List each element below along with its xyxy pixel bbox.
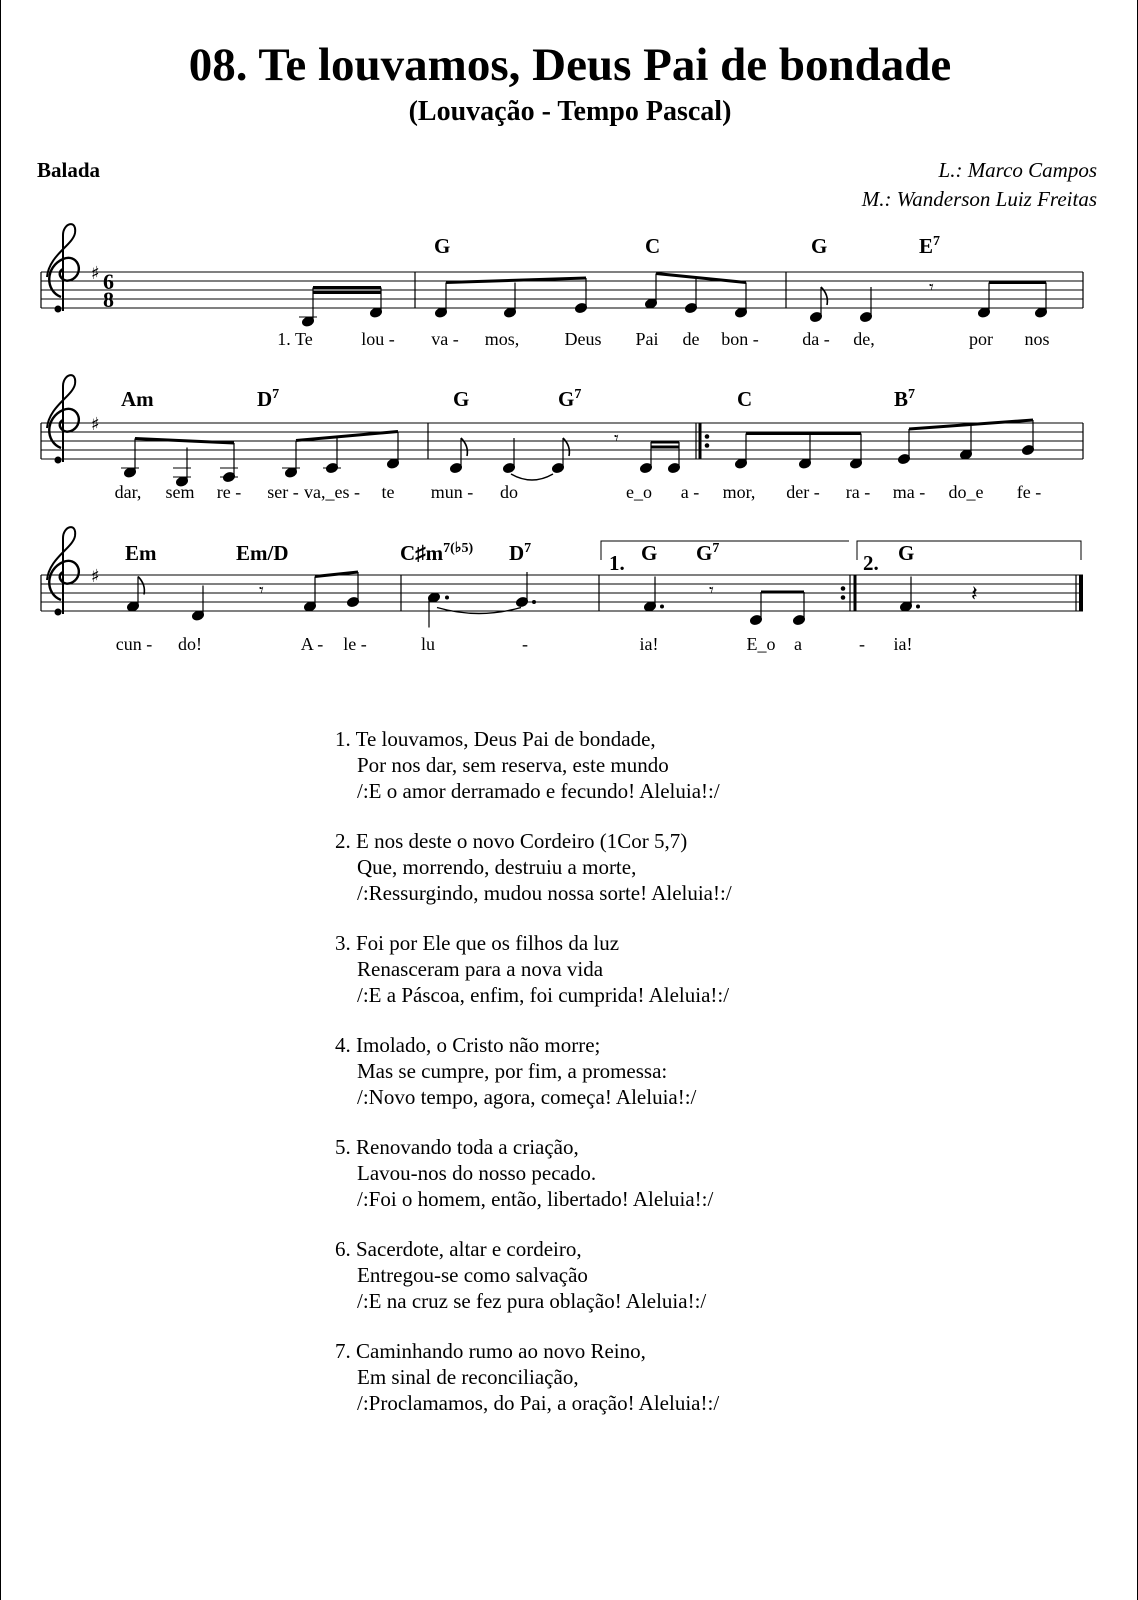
chord-symbol: $B^7$ [894,387,916,411]
verse-line: 6. Sacerdote, altar e cordeiro, [335,1237,582,1261]
sharp-key-signature-icon: ♯ [91,566,100,587]
lyric-syllable: sem [165,482,195,502]
chord-symbol: G [434,234,451,258]
chord-symbol: G [453,387,470,411]
quarter-rest-icon: 𝄽 [971,582,978,607]
beam [296,432,398,441]
chord-symbol: $G^7$ [696,541,720,565]
lyric-syllable: bon - [721,329,759,349]
verse-line: Por nos dar, sem reserva, este mundo [357,753,669,777]
verse-line: /:Ressurgindo, mudou nossa sorte! Aleluia!:/ [357,881,732,905]
verse-line: /:Proclamamos, do Pai, a oração! Aleluia!:/ [357,1391,720,1415]
lyric-syllable: do [500,482,518,502]
verse-5 [335,1134,732,1212]
lyric-syllable: der - [786,482,820,502]
lyric-syllable: mor, [722,482,756,502]
chord-symbol: C [737,387,753,411]
verse-line: Em sinal de reconciliação, [357,1365,579,1389]
volta-number: 1. [609,551,625,575]
lyric-syllable: mun - [430,482,474,502]
verse-line: /:E a Páscoa, enfim, foi cumprida! Aleluia!:/ [357,983,730,1007]
lyric-syllable: te [381,482,395,502]
verse-3 [335,930,732,1008]
chord-symbol: Em [125,541,157,565]
lyric-syllable: ra - [845,482,871,502]
verse-line: 4. Imolado, o Cristo não morre; [335,1033,601,1057]
verse-line: /:E o amor derramado e fecundo! Aleluia!:/ [357,779,720,803]
lyric-syllable: Pai [635,329,659,349]
chord-symbol: $C♯m^{7(♭5)}$ [400,541,474,565]
sharp-key-signature-icon: ♯ [91,263,100,284]
eighth-rest-icon: 𝄾 [709,580,714,601]
lyric-syllable: dar, [114,482,142,502]
verse-line: 2. E nos deste o novo Cordeiro (1Cor 5,7) [335,829,688,853]
chord-symbol: G [898,541,915,565]
sharp-key-signature-icon: ♯ [91,414,100,435]
lyric-syllable: nos [1024,329,1050,349]
lyric-syllable: por [969,329,993,349]
lyric-syllable: - [522,634,528,654]
eighth-rest-icon: 𝄾 [259,580,264,601]
chord-symbol: Em/D [236,541,289,565]
augmentation-dot [660,605,664,609]
tie [511,474,553,480]
lyric-syllable: va,_es - [304,482,360,502]
lyric-syllable: Deus [564,329,602,349]
lyric-syllable: e_o [626,482,652,502]
verse-6 [335,1236,732,1314]
lyricist-credit: L.: Marco Campos [938,158,1097,182]
repeat-dot [705,434,710,439]
lyric-syllable: a - [680,482,700,502]
verse-line: 7. Caminhando rumo ao novo Reino, [335,1339,646,1363]
repeat-dot [841,586,846,591]
volta-bracket-1 [601,541,849,560]
composer-credit: M.: Wanderson Luiz Freitas [861,187,1097,211]
lyric-syllable: mos, [484,329,520,349]
chord-symbol: $D^7$ [257,387,280,411]
verse-line: Entregou-se como salvação [357,1263,588,1287]
volta-number: 2. [863,551,879,575]
lyric-syllable: le - [343,634,367,654]
verse-line: 3. Foi por Ele que os filhos da luz [335,931,620,955]
lyric-syllable: va - [431,329,459,349]
chord-symbol: Am [121,387,154,411]
song-subtitle: (Louvação - Tempo Pascal) [408,96,732,127]
lyric-syllable: do_e [948,482,984,502]
augmentation-dot [532,600,536,604]
lyric-syllable: re - [216,482,242,502]
beam [315,572,358,577]
verse-line: Que, morrendo, destruiu a morte, [357,855,637,879]
lyric-syllable: ser - [267,482,299,502]
eighth-rest-icon: 𝄾 [614,428,619,449]
verse-1 [335,726,732,804]
time-signature-top: 6 [103,269,114,294]
time-signature-bottom: 8 [103,287,114,312]
beam [446,278,586,283]
song-title: 08. Te louvamos, Deus Pai de bondade [188,39,952,91]
augmentation-dot [916,605,920,609]
verse-line: Mas se cumpre, por fim, a promessa: [357,1059,668,1083]
verse-2 [335,828,732,906]
chord-symbol: C [645,234,661,258]
repeat-dot [841,595,846,600]
chord-symbol: $D^7$ [509,541,532,565]
lyric-syllable: A - [300,634,324,654]
volta-bracket-2 [857,541,1081,560]
verse-line: 1. Te louvamos, Deus Pai de bondade, [335,727,656,751]
verse-4 [335,1032,732,1110]
lyric-syllable: de [682,329,700,349]
flag [138,577,144,595]
lyric-syllable: do! [178,634,202,654]
lyric-syllable: a [794,634,802,654]
lyric-syllable: 1. Te [277,329,313,349]
lyric-syllable: lou - [361,329,395,349]
chord-symbol: G [641,541,658,565]
chord-symbol: G [811,234,828,258]
lyric-syllable: cun - [115,634,153,654]
lyric-syllable: ma - [892,482,926,502]
eighth-rest-icon: 𝄾 [929,277,934,298]
verse-line: Lavou-nos do nosso pecado. [357,1161,597,1185]
lyric-syllable: fe - [1016,482,1042,502]
music-score [1,0,1138,680]
lyric-syllable: ia! [639,634,659,654]
chord-symbol: $E^7$ [919,234,941,258]
augmentation-dot [445,596,449,600]
lyric-syllable: ia! [893,634,913,654]
lyric-syllable: de, [853,329,875,349]
verse-7 [335,1338,732,1416]
verse-line: /:E na cruz se fez pura oblação! Aleluia!:/ [357,1289,707,1313]
verses-block [335,726,732,1440]
repeat-dot [705,443,710,448]
chord-symbol: $G^7$ [558,387,582,411]
lyric-syllable: E_o [746,634,776,654]
verse-line: /:Foi o homem, então, libertado! Aleluia!:/ [357,1187,714,1211]
tempo-marking: Balada [37,158,101,182]
verse-line: 5. Renovando toda a criação, [335,1135,579,1159]
lyric-syllable: da - [802,329,830,349]
verse-line: /:Novo tempo, agora, começa! Aleluia!:/ [357,1085,697,1109]
lyric-syllable: lu [420,634,436,654]
verse-line: Renasceram para a nova vida [357,957,604,981]
lyric-syllable: - [859,634,865,654]
